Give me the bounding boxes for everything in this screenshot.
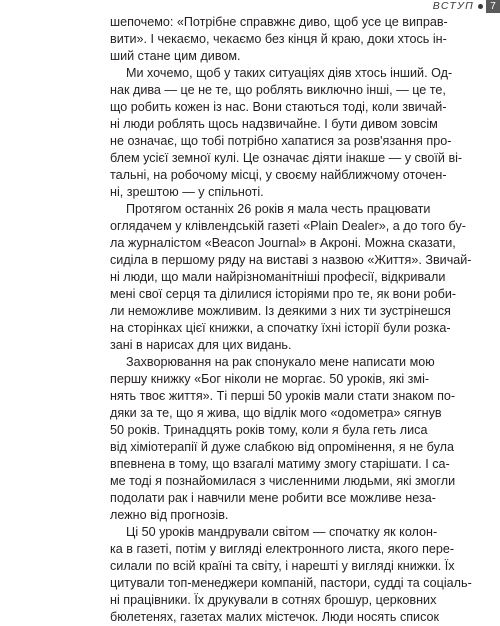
- text-line: ні люди роблять щось надзвичайне. І бути дивом зовсім: [110, 117, 438, 131]
- section-title: ВСТУП: [432, 0, 474, 12]
- text-line: першу книжку «Бог ніколи не моргає. 50 уроків, які змі-: [110, 372, 430, 386]
- text-line: ший стане цим дивом.: [110, 49, 241, 63]
- text-line: ні працівники. Їх друкували в сотнях брошур, церковних: [110, 593, 437, 607]
- text-line: зані в нарисах для цих видань.: [110, 338, 292, 352]
- running-header: [433, 0, 500, 13]
- text-line: силали по всій країні та світу, і нарешті у вигляді книжки. Їх: [110, 559, 455, 573]
- text-line: оглядачем у клівлендській газеті «Plain Dealer», а до того бу-: [110, 219, 466, 233]
- text-line: подолати рак і навчили мене робити все можливе неза-: [110, 491, 436, 505]
- text-line: блем усієї земної кулі. Це означає діяти інакше — у своїй ві-: [110, 151, 463, 165]
- text-line: на сторінках цієї книжки, а спочатку їхні історії були розка-: [110, 321, 451, 335]
- text-line: ла журналістом «Beacon Journal» в Акроні. Можна сказати,: [110, 236, 456, 250]
- text-line: Протягом останніх 26 років я мала честь працювати: [126, 202, 431, 216]
- text-line: Захворювання на рак спонукало мене написати мою: [126, 355, 435, 369]
- text-line: не означає, що тобі потрібно хапатися за розв'язання про-: [110, 134, 452, 148]
- text-line: шепочемо: «Потрібне справжнє диво, щоб усе це виправ-: [110, 15, 448, 29]
- text-line: нак дива — це не те, що роблять виключно інші, — це те,: [110, 83, 446, 97]
- page-number: 7: [486, 0, 500, 13]
- text-line: Ці 50 уроків мандрували світом — спочатку як колон-: [126, 525, 438, 539]
- bullet-dot-icon: [478, 4, 483, 9]
- text-line: що робить кожен із нас. Вони стаються тоді, коли звичай-: [110, 100, 447, 114]
- text-line: ка в газеті, потім у вигляді електронного листа, якого пере-: [110, 542, 455, 556]
- text-line: ме тоді я познайомилася з численними людьми, які змогли: [110, 474, 456, 488]
- text-line: ні, зрештою — у спільноті.: [110, 185, 264, 199]
- text-line: від хіміотерапії й дуже слабкою від опромінення, я не була: [110, 440, 454, 454]
- text-line: ні люди, що мали найрізноманітніші професії, відкривали: [110, 270, 446, 284]
- text-line: вити». І чекаємо, чекаємо без кінця й краю, доки хтось ін-: [110, 32, 447, 46]
- text-line: тальні, на робочому місці, у своєму найближчому оточен-: [110, 168, 447, 182]
- text-line: ли неможливе можливим. Із деякими з них ти зустрінешся: [110, 304, 451, 318]
- text-line: лежно від прогнозів.: [110, 508, 229, 522]
- text-line: впевнена в тому, що взагалі матиму змогу старішати. І са-: [110, 457, 450, 471]
- text-line: сиділа в першому ряду на виставі з назвою «Життя». Звичай-: [110, 253, 472, 267]
- body-text: [110, 14, 472, 626]
- text-line: мені свої серця та ділилися історіями про те, як вони роби-: [110, 287, 457, 301]
- text-line: нять твоє життя». Ті перші 50 уроків мали стати знаком по-: [110, 389, 456, 403]
- text-line: бюлетенях, газетах малих містечок. Люди носять список: [110, 610, 440, 624]
- text-line: цитували топ-менеджери компаній, пастори, судді та соціаль-: [110, 576, 472, 590]
- text-line: 50 років. Тринадцять років тому, коли я була геть лиса: [110, 423, 428, 437]
- text-line: дяки за те, що я жива, що відлік мого «одометра» сягнув: [110, 406, 442, 420]
- text-line: Ми хочемо, щоб у таких ситуаціях діяв хтось інший. Од-: [126, 66, 453, 80]
